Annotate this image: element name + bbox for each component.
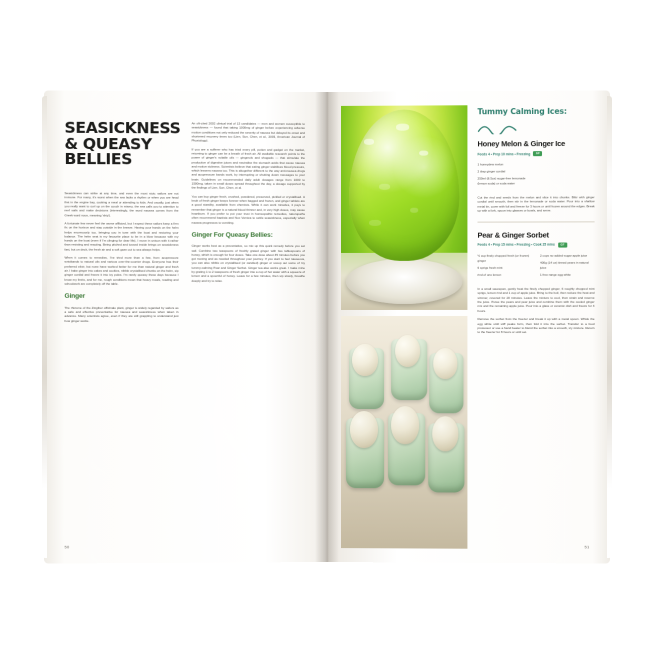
right-page: [327, 90, 610, 563]
left-column-two: [192, 121, 305, 287]
gluten-free-badge: GF: [533, 151, 542, 156]
study-paragraph-1: An oft-cited 2002 clinical trial of 13 candidates — men and women susceptible to seasickness — found that taking 1000mg of ginger before experiencing adverse motion conditions not only reduced the severity of nausea but delayed its onset and shortened recovery times too (Lien, Sun, Chen, et al., 2003, American Journal of Physiology).: [191, 121, 305, 143]
recipe-meta-text: Feeds 4 • Prep 10 mins • Freezing: [477, 151, 531, 156]
melon-ball-cups-photo: [341, 316, 467, 549]
gluten-free-badge: GF: [558, 242, 567, 247]
ingredient-column-left: [477, 162, 531, 188]
ingredient-item: ½ cup finely chopped fresh (or frozen) ginger: [477, 253, 530, 263]
ginger-paragraph: The rhizome of the Zingiber officinale plant, ginger is widely regarded by sailors as a safe and effective preventative for nausea and seasickness when taken in advance. Many scientists agree, even if they are still grappling to understand just how ginger works.: [64, 305, 179, 323]
method-step: Remove the sorbet from the freezer and break it up with a metal spoon. Whisk the egg white until stiff peaks form, then fold it into the sorbet. Transfer to a food processor or use a hand beater to blend the sorbet into a smooth, icy mixture. Return to the freezer for 8 hours or until set.: [477, 317, 595, 335]
ingredient-item: 2 cups no-added-sugar apple juice: [540, 253, 588, 258]
intro-paragraph-3: When it comes to remedies, I've tried more than a few, from acupressure wristbands to natural oils and various over-the-counter drugs. Everyone has their preferred elixir, but none have worked better for me than natural ginger and fresh air. I bake ginger into cakes and cookies, nibble crystallised chunks on the helm, sip ginger cordial and freeze it into icy poles. I'm rarely queasy these days because I know my limits, and for me, rough conditions mean that heavy meals, reading and schoolwork are completely off the table.: [64, 255, 179, 286]
section-title: Tummy Calming Ices:: [477, 106, 567, 117]
method-step: In a small saucepan, gently heat the finely chopped ginger, 6 roughly chopped mint sprigs, lemon rind and 1 cup of apple juice. Bring to the boil, then reduce the heat and simmer, covered for 20 minutes. Leave the mixture to cool, then strain and reserve the juice. Puree the pears and pear juice and combine them with the cooled ginger mix and the remaining apple juice. Pour into a glass or ceramic dish and freeze for 4 hours.: [477, 286, 595, 313]
recipe-method: [477, 195, 594, 213]
recipe-meta: [477, 242, 594, 247]
shaved-ice-photo: [341, 105, 467, 310]
recipe-title: Honey Melon & Ginger Ice: [477, 138, 566, 149]
study-paragraph-3: You can buy ginger fresh, crushed, powdered, preserved, pickled or crystallised. A knob of fresh ginger keeps forever when bagged and frozen, and ginger tablets are a good standby, available from chemists. While it can work miracles, it pays to remember that ginger is a natural blood thinner and, in very high doses, may cause heartburn. If you prefer to put your trust in homeopathic remedies, naturopaths often recommend baptisia and Nux Vomica to settle seasickness, especially when nausea progresses to vomiting.: [191, 194, 305, 225]
ingredient-item: 400g (14 oz) tinned pears in natural juice: [540, 260, 589, 270]
recipe-title: Pear & Ginger Sorbet: [477, 230, 549, 240]
wave-divider-icon: [477, 121, 594, 131]
ingredient-item: 1 honeydew melon: [477, 162, 504, 167]
ingredient-column-left: [477, 254, 531, 280]
intro-paragraph-1: Seasickness can strike at any time, and even the most stoic sailors are not immune. For many, it's worst when the sea lacks a rhythm or when you are head first in the engine bay, cooking a meal or attending to kids. And usually, just when you really want to curl up on the couch in misery, the sea calls you to attention to reef sails and make decisions (interestingly, the word nausea comes from the Greek word nous, meaning 'ship').: [64, 191, 179, 218]
recipe-meta-text: Feeds 4 • Prep 15 mins • Freezing • Cook 25 mins: [477, 243, 555, 248]
heading-ginger-for-queasy-bellies: Ginger For Queasy Bellies:: [191, 231, 273, 239]
page-edge-right: [607, 96, 612, 558]
page-edge-left: [42, 96, 47, 558]
ingredient-item: 1 free-range egg white: [540, 272, 571, 277]
ingredient-item: 250ml (8.5oz) sugar-free lemonade (lemon soda) or soda water: [477, 176, 526, 186]
ingredient-grid: [477, 162, 594, 188]
folio-right: 51: [584, 544, 590, 550]
ingredient-item: 6 sprigs fresh mint: [477, 265, 503, 270]
recipe-pear-ginger-sorbet: [477, 230, 594, 334]
left-page: [44, 90, 327, 563]
ginger-remedy-paragraph: Ginger works best as a preventative, so mix up this quick remedy before you set sail. Combine two teaspoons of freshly grated ginger with two tablespoons of honey, which is enough for four doses. Take one dose about 45 minutes before you get moving and as needed throughout your journey. If you start to feel nauseous, you can also nibble on crystallised (or candied) ginger or scoop out some of my tummy-calming Pear and Ginger Sorbet. Ginger tea also works great. I make mine by grating 1 to 2 teaspoons of fresh ginger into a cup of hot water with a squeeze of lemon and a spoonful of honey. Leave for a few minutes, then sip slowly, breathe deeply and try to relax.: [191, 243, 305, 283]
ingredient-column-right: [540, 254, 595, 280]
left-column-one: [64, 191, 178, 327]
recipe-honey-melon-ginger-ice: [477, 139, 594, 213]
ingredient-grid: [477, 254, 594, 280]
ingredient-item: rind of one lemon: [477, 272, 502, 277]
method-step: Cut the rind and seeds from the melon and slice it into chunks. Blitz with ginger cordial until smooth, then stir in the lemonade or soda water. Pour into a shallow metal tin, cover with foil and freeze for 3 hours or until frozen around the edges. Break up with a fork, spoon into glasses or bowls, and serve.: [477, 194, 595, 213]
folio-left: 50: [64, 544, 70, 550]
ingredient-column-right: [540, 162, 595, 188]
ingredient-item: 2 tbsp ginger cordial: [477, 169, 506, 174]
open-book: [46, 92, 608, 562]
recipe-meta: [477, 151, 594, 156]
heading-ginger: Ginger: [64, 293, 86, 301]
recipe-column: [477, 107, 594, 339]
intro-paragraph-2: A fortunate few never feel the worse afflicted, but I expect these sailors keep a firm fix on the horizon and stay outside in the breeze. Having your hands on the helm helps enormously too, bringing you in tune with the boat and restoring your balance. The helm seat is my favourite place to be in a blow because with my hands on the boat (even if I'm clinging for dear life), I move in unison with it rather than resisting and reacting. Being pitched and tossed inside brings on seasickness fast, but on deck, the fresh air and a soft gaze out to sea always helps.: [64, 221, 179, 252]
study-paragraph-2: If you are a sufferer who has tried every pill, potion and gadget on the market, returning to ginger can be a breath of fresh air. All available research points to the power of ginger's volatile oils — gingerols and shogaols — that stimulate the production of digestive juices and neutralise the stomach acids that cause nausea and motion sickness. Scientists believe that eating ginger stabilises blood pressure, which lessens nausea too. This is altogether different to the way anti-nausea drugs and acupressure bands work, by interrupting or shutting down messages to your brain. Guidelines on recommended daily adult dosages range from 1000 to 1500mg, taken in small doses spread throughout the day, a dosage supported by the findings of Lien, Sun, Chen, et al.: [191, 146, 305, 191]
recipe-method: [477, 286, 594, 334]
divider: [477, 222, 594, 223]
page-title: SEASICKNESS & QUEASY BELLIES: [64, 118, 181, 169]
